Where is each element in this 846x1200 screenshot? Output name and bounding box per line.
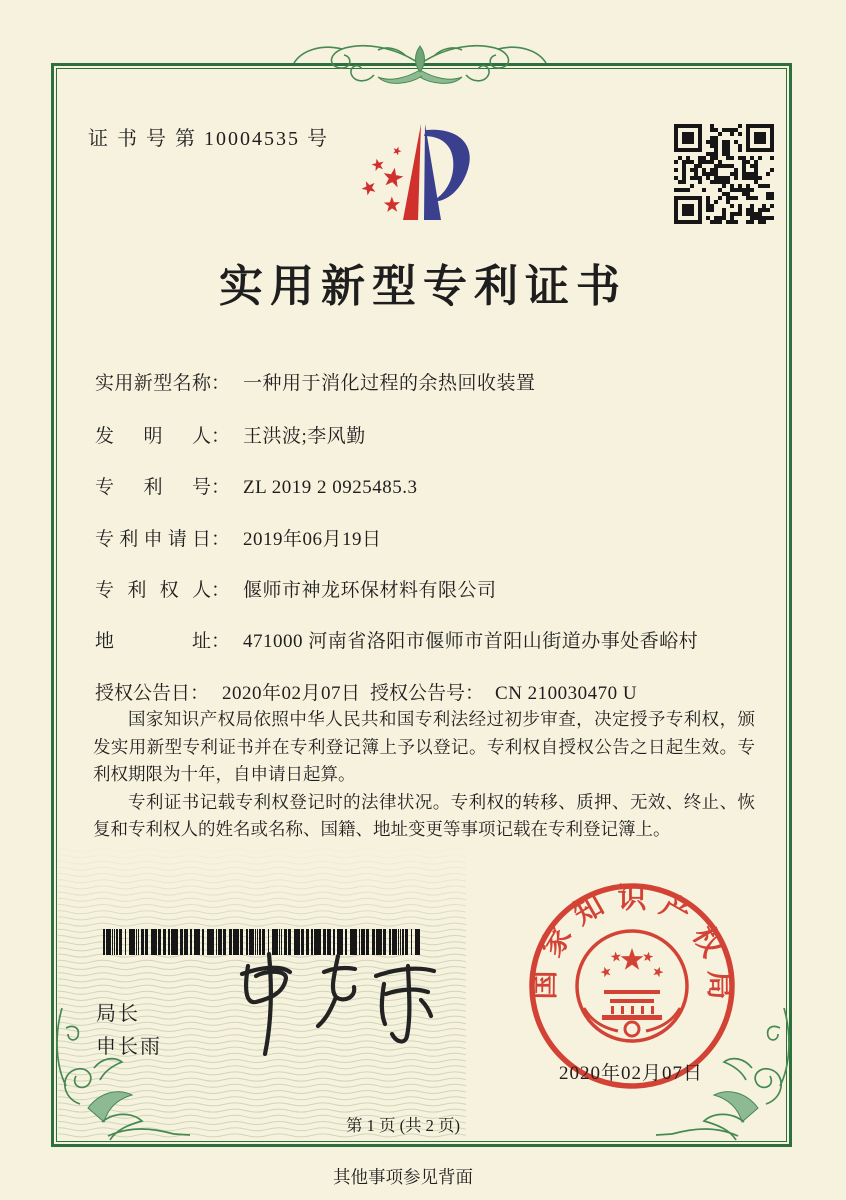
field-label: 发明人 (95, 426, 211, 447)
field-colon: ： (211, 426, 231, 447)
field-value: ZL 2019 2 0925485.3 (243, 477, 418, 498)
field-value: 王洪波;李风勤 (243, 426, 366, 447)
field-colon: ： (211, 477, 231, 498)
grant-number-value: CN 210030470 U (495, 683, 638, 704)
commissioner-name: 申长雨 (96, 1036, 162, 1058)
certificate-number: 证 书 号 第 10004535 号 (88, 128, 329, 150)
legal-paragraph-1: 国家知识产权局依照中华人民共和国专利法经过初步审查，决定授予专利权，颁发实用新型专利证书并在专利登记簿上予以登记。专利权自授权公告之日起生效。专利权期限为十年，自申请日起算。 (93, 709, 755, 784)
legal-paragraph-2: 专利证书记载专利权登记时的法律状况。专利权的转移、质押、无效、终止、恢复和专利权人的姓名或名称、国籍、地址变更等事项记载在专利登记簿上。 (93, 791, 755, 839)
field-patent-number (95, 472, 418, 499)
legal-text-block (93, 706, 755, 844)
field-colon: ： (190, 683, 210, 704)
field-colon: ： (211, 631, 231, 652)
field-label: 地址 (95, 631, 211, 652)
field-utility-model-name (95, 368, 536, 395)
footer-note: 其他事项参见背面 (333, 1167, 473, 1187)
field-label: 专利申请日 (95, 529, 211, 550)
field-address (95, 626, 698, 653)
field-label: 实用新型名称 (95, 373, 211, 394)
svg-text:国家知识产权局 (528, 882, 735, 1000)
qr-code-icon (674, 124, 774, 224)
grant-date-value: 2020年02月07日 (222, 683, 361, 704)
field-colon: ： (465, 683, 485, 704)
seal-date: 2020年02月07日 (558, 1063, 703, 1084)
cnipa-patent-logo-icon (338, 108, 522, 238)
grant-number-label: 授权公告号 (370, 683, 466, 704)
field-value: 2019年06月19日 (243, 529, 382, 550)
signature-icon (228, 948, 438, 1060)
field-grant-number (370, 678, 637, 705)
field-grant-date (95, 678, 638, 705)
scroll-ornament-top-icon (266, 34, 574, 98)
field-label: 专利权人 (95, 580, 211, 601)
field-colon: ： (211, 529, 231, 550)
field-value: 471000 河南省洛阳市偃师市首阳山街道办事处香峪村 (243, 631, 699, 652)
field-value: 一种用于消化过程的余热回收装置 (243, 373, 536, 394)
seal-text: 国家知识产权局 (528, 882, 736, 1000)
field-patentee (95, 575, 497, 602)
field-colon: ： (211, 373, 231, 394)
field-colon: ： (211, 580, 231, 601)
field-value: 偃师市神龙环保材料有限公司 (243, 580, 497, 601)
page-indicator: 第 1 页 (共 2 页) (345, 1116, 461, 1135)
certificate-title: 实用新型专利证书 (219, 262, 627, 311)
grant-date-label: 授权公告日 (95, 683, 191, 704)
commissioner-title: 局长 (96, 1003, 140, 1025)
national-emblem-icon (577, 931, 687, 1041)
field-inventors (95, 421, 366, 448)
field-label: 专利号 (95, 477, 211, 498)
field-filing-date (95, 524, 382, 551)
